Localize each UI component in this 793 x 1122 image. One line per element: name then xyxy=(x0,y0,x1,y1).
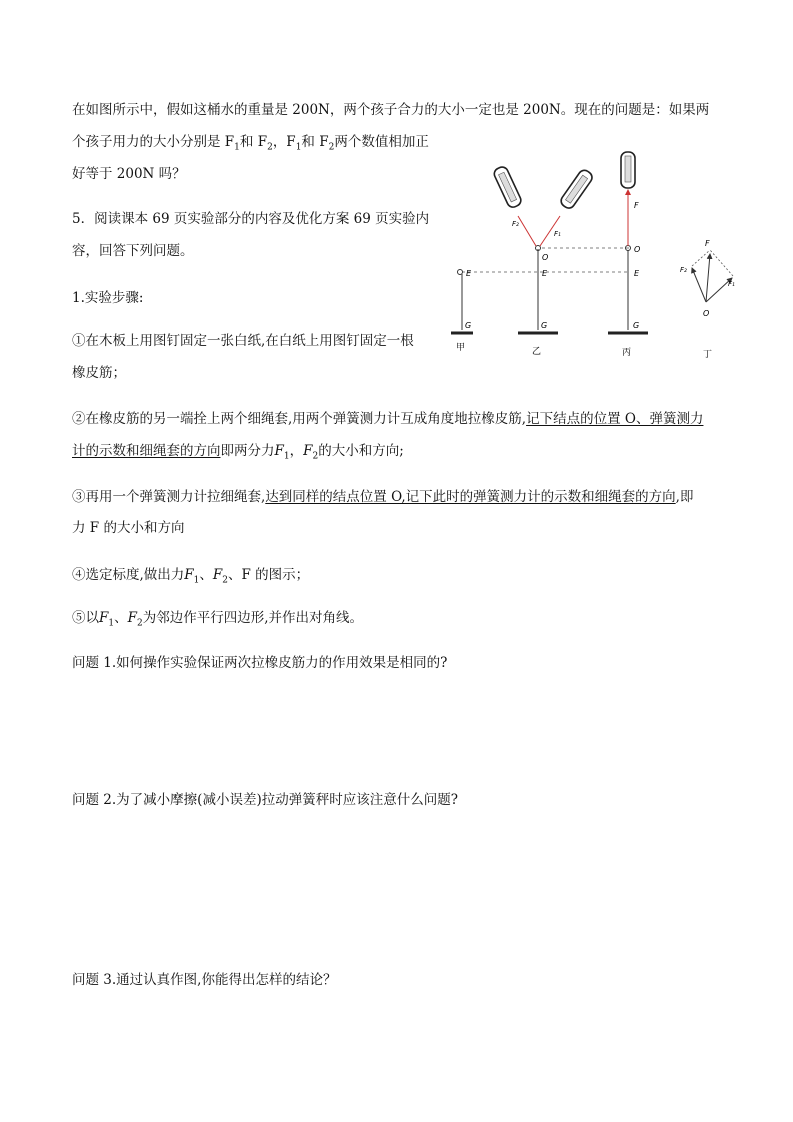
label-o-ding: O xyxy=(703,309,710,318)
intro-line-3: 好等于 200N 吗？ xyxy=(72,166,186,182)
label-e-bing: E xyxy=(634,269,640,278)
steps-heading: 1.实验步骤: xyxy=(72,290,144,306)
label-yi: 乙 xyxy=(532,347,542,357)
setup-bing xyxy=(608,152,648,358)
step2-line-1: ②在橡皮筋的另一端拴上两个细绳套,用两个弹簧测力计互成角度地拉橡皮筋,记下结点的位置 O、弹簧测力 xyxy=(72,411,704,427)
label-g-bing: G xyxy=(633,321,640,330)
spring-scale-bing xyxy=(621,152,635,188)
section5-line-1: 5．阅读课本 69 页实验部分的内容及优化方案 69 页实验内 xyxy=(72,211,430,227)
setup-ding-parallelogram xyxy=(680,239,735,360)
step2-line-2: 计的示数和细绳套的方向即两分力$F_1$，$F_2$的大小和方向; xyxy=(72,443,404,462)
step4: ④选定标度,做出力$F_1$、$F_2$、F 的图示； xyxy=(72,567,310,586)
label-o-yi: O xyxy=(542,253,549,262)
spring-scale-right xyxy=(559,168,595,210)
label-g-jia: G xyxy=(465,321,472,330)
intro-line-1: 在如图所示中，假如这桶水的重量是 200N，两个孩子合力的大小一定也是 200N。现在的问题是：如果两 xyxy=(72,102,710,118)
label-jia: 甲 xyxy=(456,343,466,353)
step3-line-1: ③再用一个弹簧测力计拉细绳套,达到同样的结点位置 O,记下此时的弹簧测力计的示数和细绳套的方向,即 xyxy=(72,489,694,505)
question-2: 问题 2.为了减小摩擦(减小误差)拉动弹簧秤时应该注意什么问题? xyxy=(72,792,458,808)
label-f1-yi: F₁ xyxy=(554,230,561,238)
label-e-jia: E xyxy=(466,269,472,278)
setup-yi xyxy=(492,165,594,357)
step1-line-1: ①在木板上用图钉固定一张白纸,在白纸上用图钉固定一根 xyxy=(72,333,414,349)
label-f-ding: F xyxy=(705,239,710,248)
intro-line-2: 个孩子用力的大小分别是 $F_1$和 $F_2$，$F_1$和 $F_2$两个数值相加正 xyxy=(72,134,429,153)
label-f-bing: F xyxy=(634,201,639,210)
label-f1-ding: F₁ xyxy=(728,280,735,288)
section5-line-2: 容，回答下列问题。 xyxy=(72,243,194,259)
experiment-figure xyxy=(448,150,748,370)
label-ding: 丁 xyxy=(703,350,713,360)
question-3: 问题 3.通过认真作图,你能得出怎样的结论？ xyxy=(72,972,337,988)
label-f2-yi: F₂ xyxy=(512,220,519,228)
label-bing: 丙 xyxy=(622,348,632,358)
setup-jia xyxy=(451,269,473,353)
label-o-bing: O xyxy=(634,245,641,254)
question-1: 问题 1.如何操作实验保证两次拉橡皮筋力的作用效果是相同的? xyxy=(72,655,448,671)
step1-line-2: 橡皮筋； xyxy=(72,365,126,381)
step5: ⑤以$F_1$、$F_2$为邻边作平行四边形,并作出对角线。 xyxy=(72,610,364,629)
label-e-yi: E xyxy=(542,269,548,278)
step3-line-2: 力 F 的大小和方向 xyxy=(72,520,185,536)
label-g-yi: G xyxy=(541,321,548,330)
label-f2-ding: F₂ xyxy=(680,266,687,274)
spring-scale-left xyxy=(492,165,522,209)
